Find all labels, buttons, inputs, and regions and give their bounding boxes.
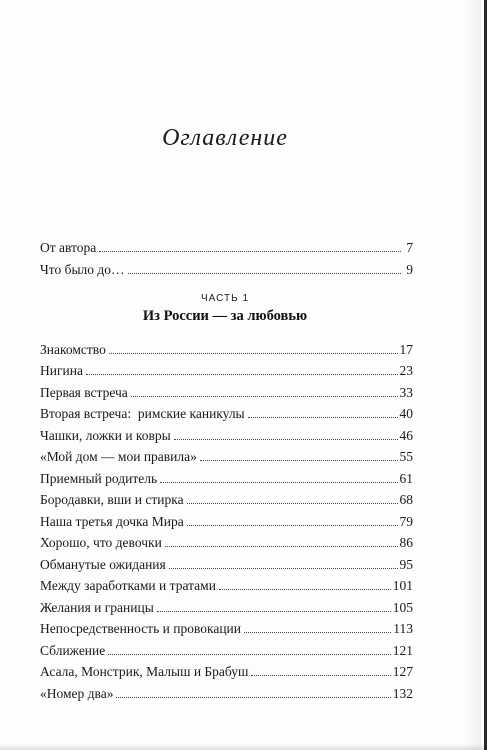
toc-entry-page: 86 — [399, 535, 413, 550]
leader-dots — [244, 631, 391, 633]
toc-entry[interactable] — [40, 574, 413, 594]
toc-entry-page: 127 — [392, 664, 413, 679]
toc-entry-page: 121 — [392, 643, 413, 658]
leader-dots — [169, 567, 398, 569]
leader-dots — [128, 272, 401, 274]
toc-entry-page: 9 — [406, 262, 413, 277]
toc-entry[interactable] — [40, 660, 413, 680]
toc-entry-page: 132 — [392, 686, 413, 701]
leader-dots — [165, 545, 398, 547]
toc-entry[interactable] — [40, 596, 413, 616]
toc-entry-label: Между заработками и тратами — [40, 578, 216, 593]
leader-dots — [160, 481, 397, 483]
page-edge-shadow — [463, 0, 481, 750]
toc-entry[interactable] — [40, 467, 413, 487]
toc-entry[interactable] — [40, 531, 413, 551]
leader-dots — [174, 438, 398, 440]
toc-entry-label: Приемный родитель — [40, 471, 158, 486]
toc-entry-label: Что было до… — [40, 262, 125, 277]
toc-entry-label: Обманутые ожидания — [40, 557, 166, 572]
toc-title: Оглавление — [162, 125, 288, 151]
toc-entry-page: 46 — [399, 428, 413, 443]
toc-entry[interactable] — [40, 488, 413, 508]
toc-entry-label: Непосредственность и провокации — [40, 621, 241, 636]
toc-entry-page: 23 — [399, 363, 413, 378]
leader-dots — [108, 653, 391, 655]
page-bottom-shadow — [0, 744, 487, 750]
toc-entry[interactable] — [40, 617, 413, 637]
toc-entry-label: Асала, Монстрик, Малыш и Брабуш — [40, 664, 249, 679]
toc-entry[interactable] — [40, 445, 413, 465]
toc-entry-label: Желания и границы — [40, 600, 154, 615]
toc-entry[interactable] — [40, 258, 413, 278]
toc-entry-label: Хорошо, что девочки — [40, 535, 162, 550]
toc-entry-label: Первая встреча — [40, 385, 128, 400]
leader-dots — [200, 459, 398, 461]
toc-entry[interactable] — [40, 381, 413, 401]
toc-entry-label: Наша третья дочка Мира — [40, 514, 184, 529]
leader-dots — [251, 674, 390, 676]
toc-entry[interactable] — [40, 402, 413, 422]
leader-dots — [99, 250, 401, 252]
toc-entry[interactable] — [40, 424, 413, 444]
toc-entry-page: 7 — [406, 240, 413, 255]
toc-entry-label: От автора — [40, 240, 97, 255]
toc-entry-label: Вторая встреча: римские каникулы — [40, 406, 245, 421]
toc-entry[interactable] — [40, 553, 413, 573]
toc-entry[interactable] — [40, 338, 413, 358]
toc-entry-page: 33 — [399, 385, 413, 400]
leader-dots — [157, 610, 391, 612]
part-label: ЧАСТЬ 1 — [200, 293, 249, 304]
leader-dots — [187, 502, 398, 504]
toc-entry-label: «Номер два» — [40, 686, 114, 701]
toc-entry-page: 101 — [392, 578, 413, 593]
toc-entry-page: 61 — [399, 471, 413, 486]
toc-entry[interactable] — [40, 639, 413, 659]
toc-entry-page: 113 — [393, 621, 413, 636]
leader-dots — [219, 588, 391, 590]
toc-entry-label: «Мой дом — мои правила» — [40, 449, 197, 464]
toc-entry-label: Бородавки, вши и стирка — [40, 492, 184, 507]
leader-dots — [131, 395, 398, 397]
toc-entry[interactable] — [40, 682, 413, 702]
toc-entry-label: Нигина — [40, 363, 83, 378]
toc-entry-label: Знакомство — [40, 342, 106, 357]
toc-entry-page: 79 — [399, 514, 413, 529]
leader-dots — [248, 416, 398, 418]
leader-dots — [187, 524, 398, 526]
leader-dots — [86, 373, 398, 375]
toc-entry[interactable] — [40, 359, 413, 379]
toc-entry[interactable] — [40, 510, 413, 530]
part-title: Из России — за любовью — [142, 308, 308, 324]
toc-entry-label: Сближение — [40, 643, 106, 658]
toc-entry-page: 55 — [399, 449, 413, 464]
toc-entry[interactable] — [40, 236, 413, 256]
toc-entry-page: 40 — [399, 406, 413, 421]
toc-entry-label: Чашки, ложки и ковры — [40, 428, 171, 443]
toc-entry-page: 105 — [392, 600, 413, 615]
toc-entry-page: 95 — [399, 557, 413, 572]
leader-dots — [116, 696, 390, 698]
leader-dots — [109, 352, 398, 354]
toc-entry-page: 68 — [399, 492, 413, 507]
toc-entry-page: 17 — [399, 342, 413, 357]
